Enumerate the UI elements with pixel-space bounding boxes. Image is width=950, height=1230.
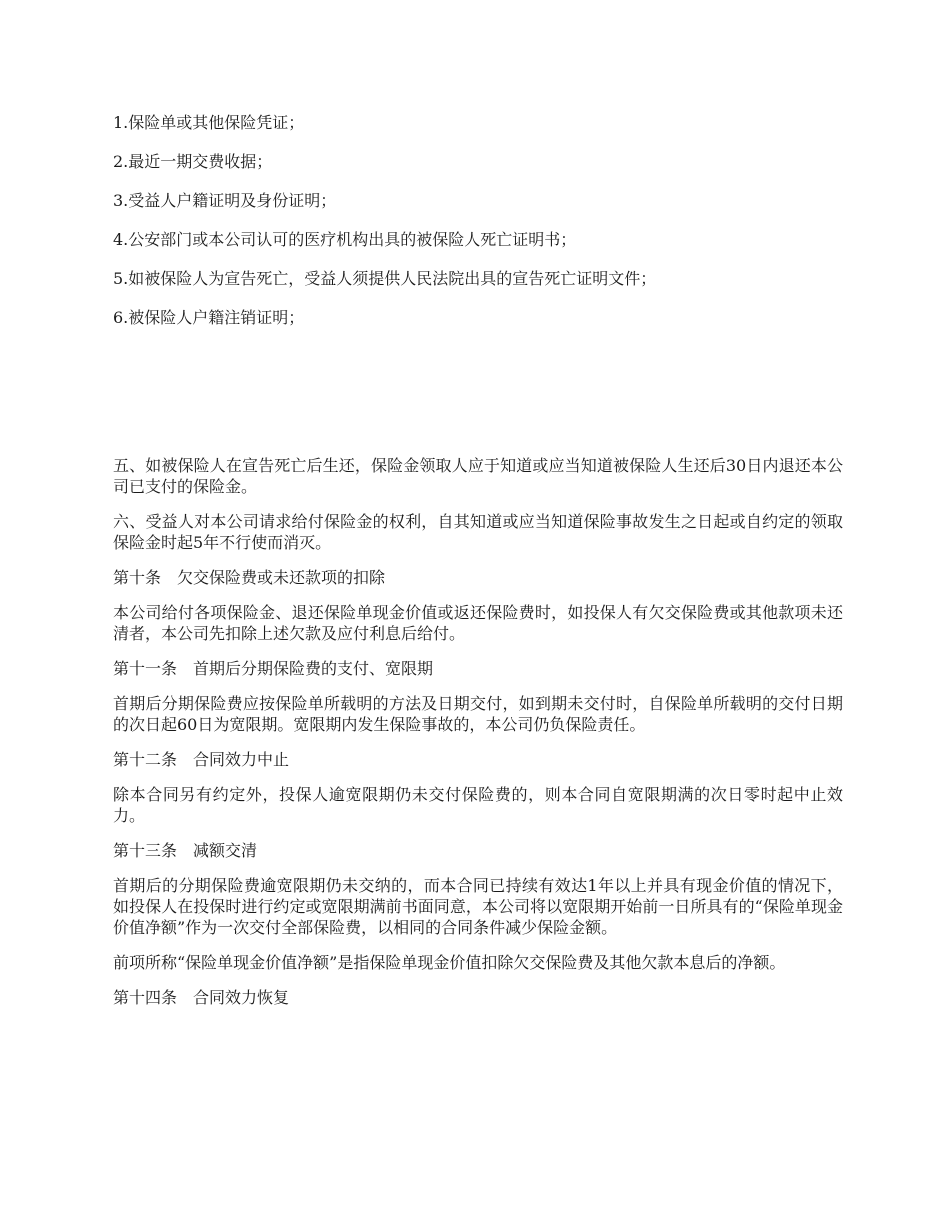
list-item-beneficiary-id: 3.受益人户籍证明及身份证明；: [113, 191, 337, 210]
article-11-title: 第十一条 首期后分期保险费的支付、宽限期: [113, 659, 434, 678]
list-item-policy-certificate: 1.保险单或其他保险凭证；: [113, 113, 305, 132]
document-body: [113, 112, 843, 1022]
article-12-body: 除本合同另有约定外，投保人逾宽限期仍未交付保险费的，则本合同自宽限期满的次日零时起中止效力。: [113, 785, 843, 825]
article-11-body: 首期后分期保险费应按保险单所载明的方法及日期交付，如到期未交付时，自保险单所载明的交付日期的次日起60日为宽限期。宽限期内发生保险事故的，本公司仍负保险责任。: [113, 694, 843, 734]
article-13-body-2: 前项所称“保险单现金价值净额”是指保险单现金价值扣除欠交保险费及其他欠款本息后的净额。: [113, 953, 786, 972]
list-item-declared-death: 5.如被保险人为宣告死亡，受益人须提供人民法院出具的宣告死亡证明文件；: [113, 269, 657, 288]
article-10-title: 第十条 欠交保险费或未还款项的扣除: [113, 568, 386, 587]
list-item-latest-receipt: 2.最近一期交费收据；: [113, 152, 273, 171]
paragraph-5: 五、如被保险人在宣告死亡后生还，保险金领取人应于知道或应当知道被保险人生还后30日内退还本公司已支付的保险金。: [113, 456, 843, 496]
article-13-body-1: 首期后的分期保险费逾宽限期仍未交纳的，而本合同已持续有效达1年以上并具有现金价值的情况下，如投保人在投保时进行约定或宽限期满前书面同意，本公司将以宽限期开始前一日所具有的“保险单现金价值净额”作为一次交付全部保险费，以相同的合同条件减少保险金额。: [113, 876, 843, 937]
article-12-title: 第十二条 合同效力中止: [113, 750, 290, 769]
article-14-title: 第十四条 合同效力恢复: [113, 988, 290, 1007]
article-13-title: 第十三条 减额交清: [113, 841, 258, 860]
article-10-body: 本公司给付各项保险金、退还保险单现金价值或返还保险费时，如投保人有欠交保险费或其他款项未还清者，本公司先扣除上述欠款及应付利息后给付。: [113, 603, 843, 643]
list-item-registration-cancel: 6.被保险人户籍注销证明；: [113, 308, 305, 327]
paragraph-6: 六、受益人对本公司请求给付保险金的权利，自其知道或应当知道保险事故发生之日起或自约定的领取保险金时起5年不行使而消灭。: [113, 512, 843, 552]
list-item-death-certificate: 4.公安部门或本公司认可的医疗机构出具的被保险人死亡证明书；: [113, 230, 577, 249]
spacer: [113, 346, 843, 455]
